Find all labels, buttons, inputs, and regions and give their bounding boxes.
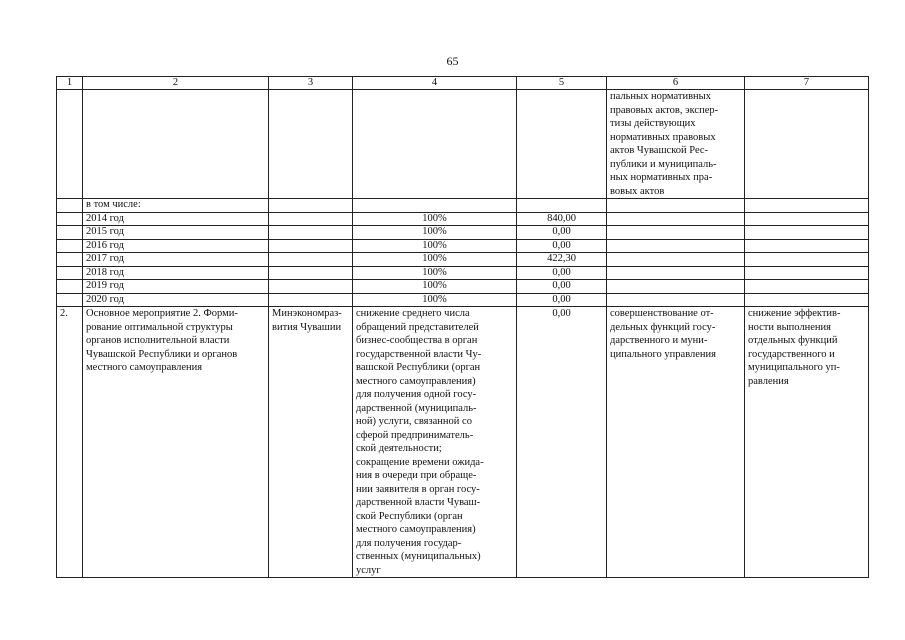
year-label: 2018 год bbox=[83, 266, 269, 280]
text-line: местного самоуправления) bbox=[356, 375, 476, 387]
text-line: вития Чувашии bbox=[272, 321, 342, 333]
text-line: обращений представителей bbox=[356, 321, 479, 333]
year-label: 2016 год bbox=[83, 239, 269, 253]
text-line: ской Республики (орган bbox=[356, 510, 463, 522]
text-line: дарственного и муни- bbox=[610, 335, 708, 346]
amount-cell: 0,00 bbox=[517, 307, 607, 578]
year-label: 2015 год bbox=[83, 226, 269, 240]
text-line: ности выполнения bbox=[748, 321, 831, 333]
text-line: снижение среднего числа bbox=[356, 308, 470, 319]
text-line: совершенствование от- bbox=[610, 308, 714, 319]
text-line: ных нормативных пра- bbox=[610, 172, 713, 183]
header-cell: 1 bbox=[57, 77, 83, 90]
percent-cell: 100% bbox=[353, 253, 517, 267]
percent-cell: 100% bbox=[353, 293, 517, 307]
text-line: сокращение времени ожида- bbox=[356, 456, 484, 468]
text-line: вашской Республики (орган bbox=[356, 362, 481, 373]
text-line: государственного и bbox=[748, 348, 835, 360]
amount-cell: 0,00 bbox=[517, 280, 607, 294]
header-cell: 3 bbox=[269, 77, 353, 90]
text-line: для получения одной госу- bbox=[356, 389, 477, 400]
text-line: муниципального уп- bbox=[748, 362, 840, 373]
text-line: бизнес-сообщества в орган bbox=[356, 335, 478, 346]
year-label: 2014 год bbox=[83, 212, 269, 226]
text-line: тизы действующих bbox=[610, 118, 696, 129]
expected-result bbox=[607, 307, 745, 578]
header-cell: 2 bbox=[83, 77, 269, 90]
header-cell: 4 bbox=[353, 77, 517, 90]
text-line: нии заявителя в орган госу- bbox=[356, 483, 480, 495]
year-row bbox=[57, 293, 869, 307]
text-line: ской деятельности; bbox=[356, 443, 442, 454]
text-line: ной) услуги, связанной со bbox=[356, 416, 472, 427]
program-table bbox=[56, 76, 869, 578]
text-line: местного самоуправления) bbox=[356, 524, 476, 535]
text-line: государственной власти Чу- bbox=[356, 348, 482, 360]
year-label: 2019 год bbox=[83, 280, 269, 294]
text-line: рование оптимальной структуры bbox=[86, 321, 233, 333]
header-cell: 6 bbox=[607, 77, 745, 90]
cont-col6 bbox=[607, 90, 745, 199]
text-line: равления bbox=[748, 375, 789, 387]
year-row bbox=[57, 266, 869, 280]
text-line: местного самоуправления bbox=[86, 362, 203, 373]
year-row bbox=[57, 239, 869, 253]
text-line: ственных (муниципальных) bbox=[356, 551, 481, 562]
continuation-row bbox=[57, 90, 869, 199]
text-line: дарственной (муниципаль- bbox=[356, 402, 477, 414]
amount-cell: 422,30 bbox=[517, 253, 607, 267]
amount-cell: 0,00 bbox=[517, 226, 607, 240]
text-line: отдельных функций bbox=[748, 335, 838, 346]
event-name bbox=[83, 307, 269, 578]
text-line: публики и муниципаль- bbox=[610, 158, 717, 170]
text-line: пальных нормативных bbox=[610, 91, 711, 102]
text-line: Минэкономраз- bbox=[272, 308, 342, 319]
in-total-label: в том числе: bbox=[83, 199, 269, 213]
text-line: услуг bbox=[356, 564, 381, 576]
year-row bbox=[57, 226, 869, 240]
text-line: вовых актов bbox=[610, 185, 665, 197]
amount-cell: 0,00 bbox=[517, 266, 607, 280]
indicator-description bbox=[353, 307, 517, 578]
text-line: ципального управления bbox=[610, 348, 716, 360]
percent-cell: 100% bbox=[353, 266, 517, 280]
percent-cell: 100% bbox=[353, 239, 517, 253]
percent-cell: 100% bbox=[353, 280, 517, 294]
year-label: 2020 год bbox=[83, 293, 269, 307]
header-cell: 7 bbox=[745, 77, 869, 90]
text-line: актов Чувашской Рес- bbox=[610, 145, 709, 156]
page-number: 65 bbox=[446, 54, 459, 68]
text-line: снижение эффектив- bbox=[748, 308, 841, 319]
text-line: дельных функций госу- bbox=[610, 321, 716, 333]
consequences bbox=[745, 307, 869, 578]
responsible-executor bbox=[269, 307, 353, 578]
year-row bbox=[57, 280, 869, 294]
text-line: для получения государ- bbox=[356, 537, 462, 549]
amount-cell: 0,00 bbox=[517, 293, 607, 307]
text-line: ния в очереди при обраще- bbox=[356, 470, 477, 481]
text-line: Чувашской Республики и органов bbox=[86, 348, 238, 360]
text-line: нормативных правовых bbox=[610, 131, 716, 143]
in-total-row bbox=[57, 199, 869, 213]
text-line: дарственной власти Чуваш- bbox=[356, 497, 481, 508]
year-row bbox=[57, 212, 869, 226]
amount-cell: 840,00 bbox=[517, 212, 607, 226]
text-line: правовых актов, экспер- bbox=[610, 104, 719, 116]
amount-cell: 0,00 bbox=[517, 239, 607, 253]
percent-cell: 100% bbox=[353, 212, 517, 226]
header-cell: 5 bbox=[517, 77, 607, 90]
text-line: органов исполнительной власти bbox=[86, 335, 230, 346]
percent-cell: 100% bbox=[353, 226, 517, 240]
year-row bbox=[57, 253, 869, 267]
text-line: сферой предприниматель- bbox=[356, 429, 474, 441]
year-label: 2017 год bbox=[83, 253, 269, 267]
main-event-row bbox=[57, 307, 869, 578]
text-line: Основное мероприятие 2. Форми- bbox=[86, 308, 238, 319]
row-number: 2. bbox=[57, 307, 83, 578]
header-row bbox=[57, 77, 869, 90]
